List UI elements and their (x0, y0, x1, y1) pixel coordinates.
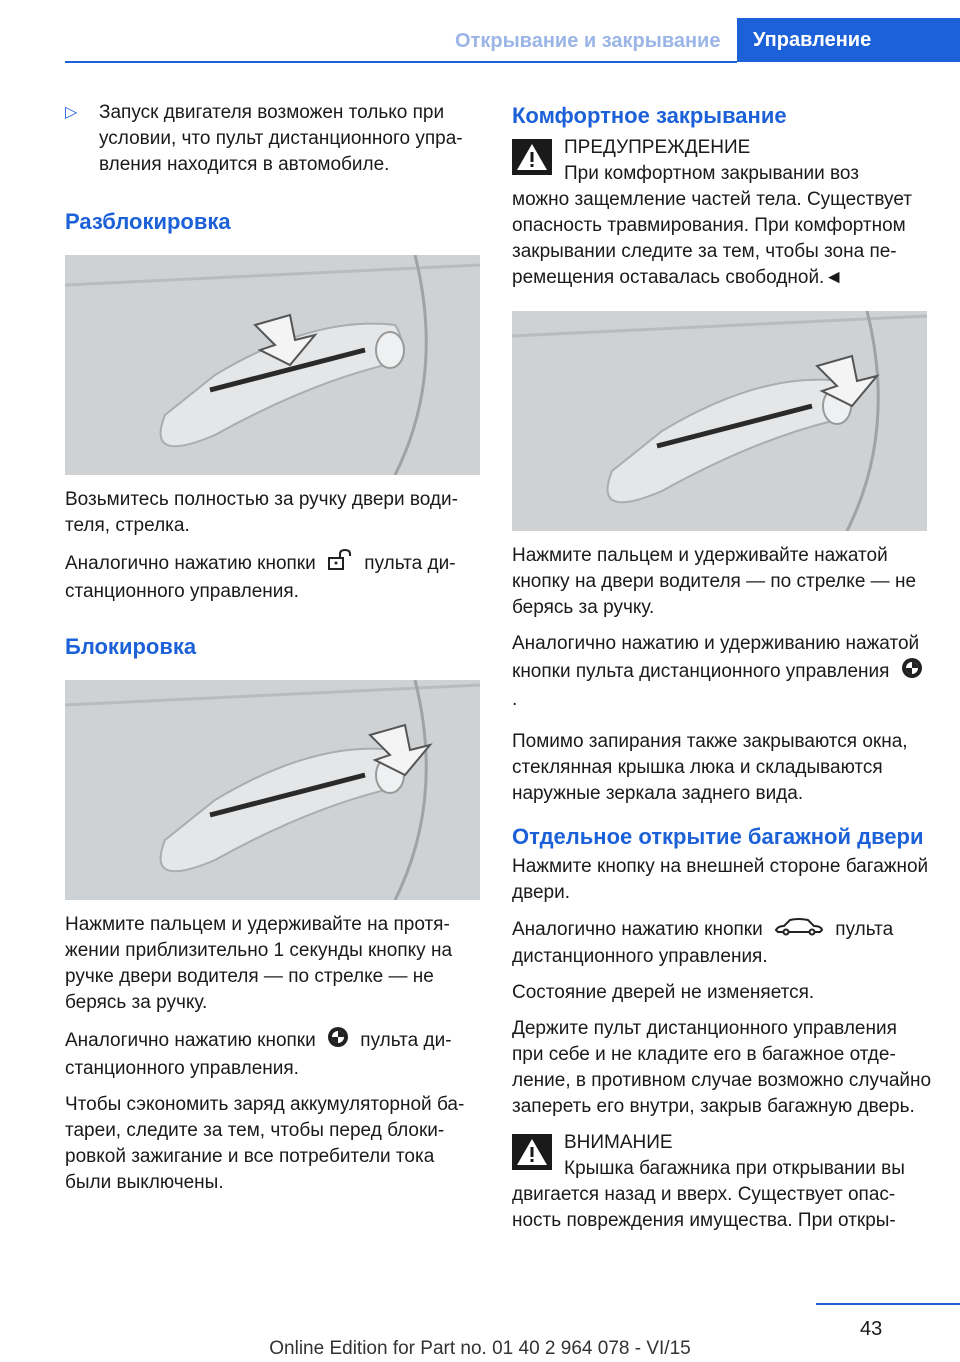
unlock-paragraph-1: Возьмитесь полностью за ручку двери водителя, стрелка. (65, 489, 458, 536)
lock-paragraph-1: Нажмите пальцем и удерживайте на протяжении приблизительно 1 секунды кнопку на ручке двери водителя — по стрелке — не берясь за ручку. (65, 914, 453, 1013)
warning-1-line: При комфортном закрывании воз (564, 163, 859, 184)
trunk-paragraph-2-start: Аналогично нажатию кнопки (512, 919, 763, 941)
warning-1-text: можно защемление частей тела. Существует опасность травмирования. При комфортном закрывании следите за тем, чтобы зона перемещения оставалась свободной.◄ (512, 189, 912, 288)
unlock-heading: Разблокировка (65, 209, 231, 234)
bmw-logo-icon (901, 657, 923, 687)
bullet-text: Запуск двигателя возможен только при условии, что пульт дистанционного управления находится в автомобиле. (99, 102, 463, 175)
trunk-paragraph-1: Нажмите кнопку на внешней стороне багажной двери. (512, 856, 929, 903)
header-rule (65, 61, 737, 63)
unlock-padlock-icon (327, 549, 353, 579)
trunk-paragraph-4: Держите пульт дистанционного управления при себе и не кладите его в багажное отделение, в противном случае возможно случайно запереть его внутри, закрыв багажную дверь. (512, 1018, 932, 1117)
warning-triangle-icon (512, 139, 552, 175)
unlock-paragraph-2-start: Аналогично нажатию кнопки (65, 553, 316, 575)
unlock-paragraph-2 (65, 549, 485, 605)
car-silhouette-icon (774, 916, 824, 944)
warning-triangle-icon (512, 1134, 552, 1170)
section-title: Открывание и закрывание (455, 30, 721, 52)
page-header (0, 0, 960, 62)
footer-rule (816, 1303, 960, 1305)
edition-line: Online Edition for Part no. 01 40 2 964 078 - VI/15 (269, 1338, 691, 1359)
page-number: 43 (860, 1318, 883, 1340)
warning-box-2 (512, 1130, 932, 1234)
trunk-paragraph-2-end: пульта дистанционного управления. (512, 919, 894, 967)
comfort-paragraph-3: Помимо запирания также закрываются окна, стеклянная крышка люка и складываются наружные зеркала заднего вида. (512, 731, 908, 804)
warning-1-title: ПРЕДУПРЕЖДЕНИЕ (564, 137, 751, 158)
lock-paragraph-2-start: Аналогично нажатию кнопки (65, 1030, 316, 1052)
door-handle-comfort-photo (512, 311, 927, 531)
lock-paragraph-3: Чтобы сэкономить заряд аккумуляторной батареи, следите за тем, чтобы перед блокировкой зажигание и все потребители тока были выключены. (65, 1094, 465, 1193)
lock-paragraph-2 (65, 1026, 485, 1082)
warning-2-line: Крышка багажника при открывании вы (564, 1158, 905, 1179)
unlock-paragraph-2-end: пульта дистанционного управления. (65, 553, 456, 602)
comfort-paragraph-2-end: . (512, 689, 518, 710)
warning-2-text: двигается назад и вверх. Существует опасность повреждения имущества. При откры- (512, 1184, 896, 1231)
door-handle-lock-photo (65, 680, 480, 900)
warning-box-1 (512, 135, 932, 291)
comfort-heading: Комфортное закрывание (512, 103, 787, 128)
door-handle-unlock-photo (65, 255, 480, 475)
comfort-paragraph-1: Нажмите пальцем и удерживайте нажатой кнопку на двери водителя — по стрелке — не берясь за ручку. (512, 545, 917, 618)
left-column (65, 100, 485, 1206)
lock-heading: Блокировка (65, 634, 197, 659)
bmw-logo-icon (327, 1026, 349, 1056)
trunk-paragraph-3: Состояние дверей не изменяется. (512, 982, 815, 1003)
comfort-paragraph-2-start: Аналогично нажатию и удерживанию нажатой кнопки пульта дистанционного управления (512, 633, 920, 683)
right-column (512, 100, 932, 1244)
comfort-paragraph-2 (512, 631, 932, 713)
bullet-triangle-icon: ▷ (65, 104, 78, 121)
bullet-item (65, 100, 485, 188)
trunk-heading: Отдельное открытие багажной двери (512, 824, 924, 849)
chapter-tab: Управление (737, 18, 960, 62)
trunk-paragraph-2 (512, 916, 932, 970)
warning-2-title: ВНИМАНИЕ (564, 1132, 673, 1153)
lock-paragraph-2-end: пульта дистанционного управления. (65, 1030, 452, 1079)
